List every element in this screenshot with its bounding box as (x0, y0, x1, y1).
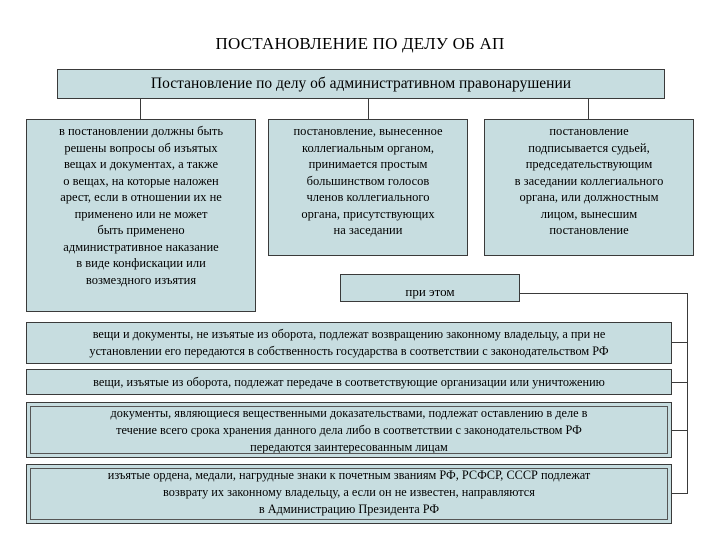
connector-line (672, 430, 687, 431)
column-line: в виде конфискации или (76, 256, 206, 270)
row-box-orders-medals (26, 464, 672, 524)
connector-line (672, 493, 688, 494)
column-line: постановление, вынесенное (293, 124, 443, 138)
row-box-things-returned (26, 322, 672, 364)
header-box (57, 69, 665, 99)
column-line: коллегиальным органом, (302, 140, 434, 155)
column-line: большинством голосов (306, 173, 430, 188)
page-title: ПОСТАНОВЛЕНИЕ ПО ДЕЛУ ОБ АП (215, 34, 505, 53)
column-line: лицом, вынесшим (540, 206, 638, 221)
connector-line (687, 293, 688, 493)
row-line: вещи и документы, не изъятые из оборота, подлежат возвращению законному владельцу, а при не (92, 327, 606, 341)
row-line: документы, являющиеся вещественными доказательствами, подлежат оставлению в деле в (110, 406, 588, 420)
connector-line (672, 342, 687, 343)
column-line: быть применено (97, 223, 185, 237)
row-box-things-withdrawn (26, 369, 672, 395)
column-line: о вещах, на которые наложен (63, 173, 219, 188)
column-box-collegial-body (268, 119, 468, 256)
row-line: в Администрацию Президента РФ (258, 502, 440, 516)
column-box-signature (484, 119, 694, 256)
connector-line (588, 99, 589, 119)
row-line: установлении его передаются в собственность государства в соответствии с законодательством РФ (89, 344, 609, 358)
row-line: возврату их законному владельцу, а если он не известен, направляются (163, 485, 535, 499)
row-line: течение всего срока хранения данного дела либо в соответствии с законодательством РФ (116, 423, 582, 437)
row-line: передаются заинтересованным лицам (250, 440, 448, 454)
column-line: арест, если в отношении их не (60, 190, 222, 204)
column-line: применено или не может (74, 206, 208, 221)
pri-etom-text: при этом (405, 284, 455, 299)
inner-frame (30, 468, 668, 520)
column-line: возмездного изъятия (85, 272, 197, 287)
pri-etom-box (340, 274, 520, 302)
connector-line (672, 382, 687, 383)
column-line: подписывается судьей, (528, 140, 650, 155)
header-text: Постановление по делу об административном правонарушении (150, 75, 572, 92)
column-line: решены вопросы об изъятых (64, 140, 218, 155)
column-line: членов коллегиального (306, 190, 430, 204)
connector-line (520, 293, 687, 294)
row-box-documents-evidence (26, 402, 672, 458)
column-box-decision-content (26, 119, 256, 312)
row-line: изъятые ордена, медали, нагрудные знаки к почетным званиям РФ, РСФСР, СССР подлежат (107, 468, 591, 482)
column-line: в постановлении должны быть (58, 124, 224, 138)
column-line: на заседании (333, 223, 403, 237)
column-line: административное наказание (63, 239, 219, 254)
column-line: постановление (549, 223, 629, 237)
column-line: постановление (549, 124, 629, 138)
column-line: принимается простым (308, 157, 428, 171)
column-line: в заседании коллегиального (514, 173, 664, 188)
column-line: органа, или должностным (519, 190, 659, 204)
row-line: вещи, изъятые из оборота, подлежат передаче в соответствующие организации или уничтожению (93, 375, 605, 389)
inner-frame (30, 406, 668, 454)
connector-line (140, 99, 141, 119)
connector-line (368, 99, 369, 119)
column-line: вещах и документах, а также (63, 157, 219, 171)
column-line: органа, присутствующих (301, 206, 435, 221)
column-line: председательствующим (525, 157, 653, 171)
